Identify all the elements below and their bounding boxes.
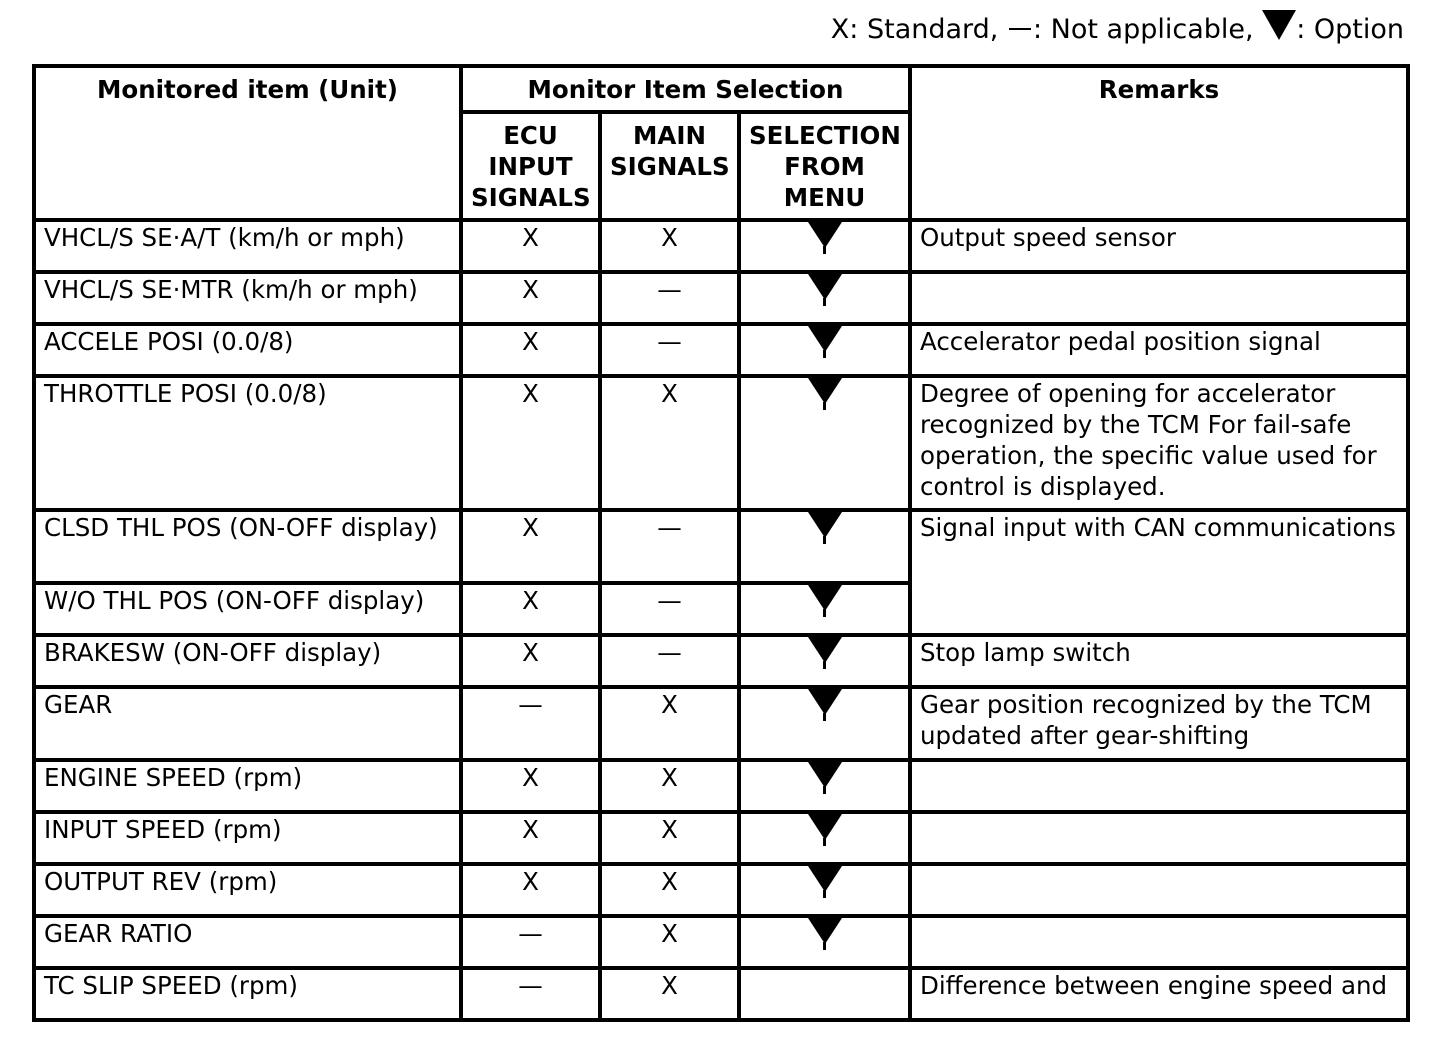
remark-cell: Accelerator pedal position signal [910,324,1408,376]
option-triangle-icon [808,814,842,840]
item-cell: BRAKESW (ON-OFF display) [34,635,461,687]
legend-not-applicable: : Not applicable, [1032,14,1254,45]
item-cell: OUTPUT REV (rpm) [34,864,461,916]
ecu-cell: X [461,324,600,376]
item-cell: TC SLIP SPEED (rpm) [34,968,461,1020]
ecu-cell: — [461,916,600,968]
header-main-signals: MAIN SIGNALS [600,112,739,220]
main-cell: X [600,812,739,864]
legend-standard: X: Standard, [830,14,999,45]
ecu-cell: X [461,864,600,916]
menu-cell [739,510,910,583]
option-triangle-icon [808,274,842,300]
table-row [34,687,1408,760]
option-triangle-icon [808,689,842,715]
item-cell: ENGINE SPEED (rpm) [34,760,461,812]
menu-cell [739,812,910,864]
table-row [34,510,1408,583]
header-monitor-item-selection: Monitor Item Selection [461,66,910,112]
option-triangle-icon [808,326,842,352]
option-triangle-icon [808,866,842,892]
remark-cell [910,916,1408,968]
option-triangle-icon [808,512,842,538]
main-cell: X [600,687,739,760]
menu-cell [739,687,910,760]
remark-cell [910,272,1408,324]
main-cell: X [600,864,739,916]
item-cell: GEAR RATIO [34,916,461,968]
option-triangle-icon [808,585,842,611]
option-triangle-icon [808,637,842,663]
legend [831,10,1404,50]
table-row [34,864,1408,916]
remark-cell: Gear position recognized by the TCM updated after gear-shifting [910,687,1408,760]
menu-cell [739,760,910,812]
ecu-cell: X [461,583,600,635]
remark-cell: Stop lamp switch [910,635,1408,687]
option-triangle-icon [808,762,842,788]
item-cell: VHCL/S SE·A/T (km/h or mph) [34,220,461,272]
ecu-cell: — [461,687,600,760]
menu-cell [739,968,910,1020]
ecu-cell: X [461,220,600,272]
table-row [34,220,1408,272]
item-cell: VHCL/S SE·MTR (km/h or mph) [34,272,461,324]
table-row [34,812,1408,864]
item-cell: GEAR [34,687,461,760]
table-row [34,272,1408,324]
item-cell: W/O THL POS (ON-OFF display) [34,583,461,635]
ecu-cell: X [461,510,600,583]
ecu-cell: — [461,968,600,1020]
main-cell: X [600,220,739,272]
remark-cell: Output speed sensor [910,220,1408,272]
main-cell: X [600,916,739,968]
main-cell: — [600,510,739,583]
header-remarks: Remarks [910,66,1408,220]
item-cell: CLSD THL POS (ON-OFF display) [34,510,461,583]
option-triangle-icon [808,378,842,404]
table-row [34,760,1408,812]
remark-cell: Difference between engine speed and [910,968,1408,1020]
menu-cell [739,272,910,324]
ecu-cell: X [461,760,600,812]
ecu-cell: X [461,812,600,864]
header-monitored-item: Monitored item (Unit) [34,66,461,220]
legend-option: : Option [1296,14,1404,45]
menu-cell [739,376,910,510]
main-cell: X [600,376,739,510]
dash-icon [1009,28,1031,30]
remark-cell: Signal input with CAN communications [910,510,1408,635]
main-cell: X [600,968,739,1020]
option-triangle-icon [808,918,842,944]
item-cell: THROTTLE POSI (0.0/8) [34,376,461,510]
table-row [34,376,1408,510]
option-triangle-icon [1262,10,1296,40]
remark-cell: Degree of opening for accelerator recognized by the TCM For fail-safe operation, the specific value used for control is displayed. [910,376,1408,510]
menu-cell [739,220,910,272]
header-ecu-input-signals: ECU INPUT SIGNALS [461,112,600,220]
menu-cell [739,916,910,968]
option-triangle-icon [808,222,842,248]
ecu-cell: X [461,272,600,324]
header-selection-from-menu: SELECTION FROM MENU [739,112,910,220]
table-row [34,324,1408,376]
menu-cell [739,583,910,635]
item-cell: INPUT SPEED (rpm) [34,812,461,864]
main-cell: — [600,635,739,687]
remark-cell [910,760,1408,812]
table-row [34,968,1408,1020]
menu-cell [739,324,910,376]
ecu-cell: X [461,635,600,687]
main-cell: — [600,272,739,324]
monitor-table [32,64,1410,1022]
main-cell: — [600,583,739,635]
main-cell: X [600,760,739,812]
table-row [34,916,1408,968]
item-cell: ACCELE POSI (0.0/8) [34,324,461,376]
ecu-cell: X [461,376,600,510]
table-row [34,635,1408,687]
menu-cell [739,864,910,916]
remark-cell [910,812,1408,864]
main-cell: — [600,324,739,376]
remark-cell [910,864,1408,916]
menu-cell [739,635,910,687]
